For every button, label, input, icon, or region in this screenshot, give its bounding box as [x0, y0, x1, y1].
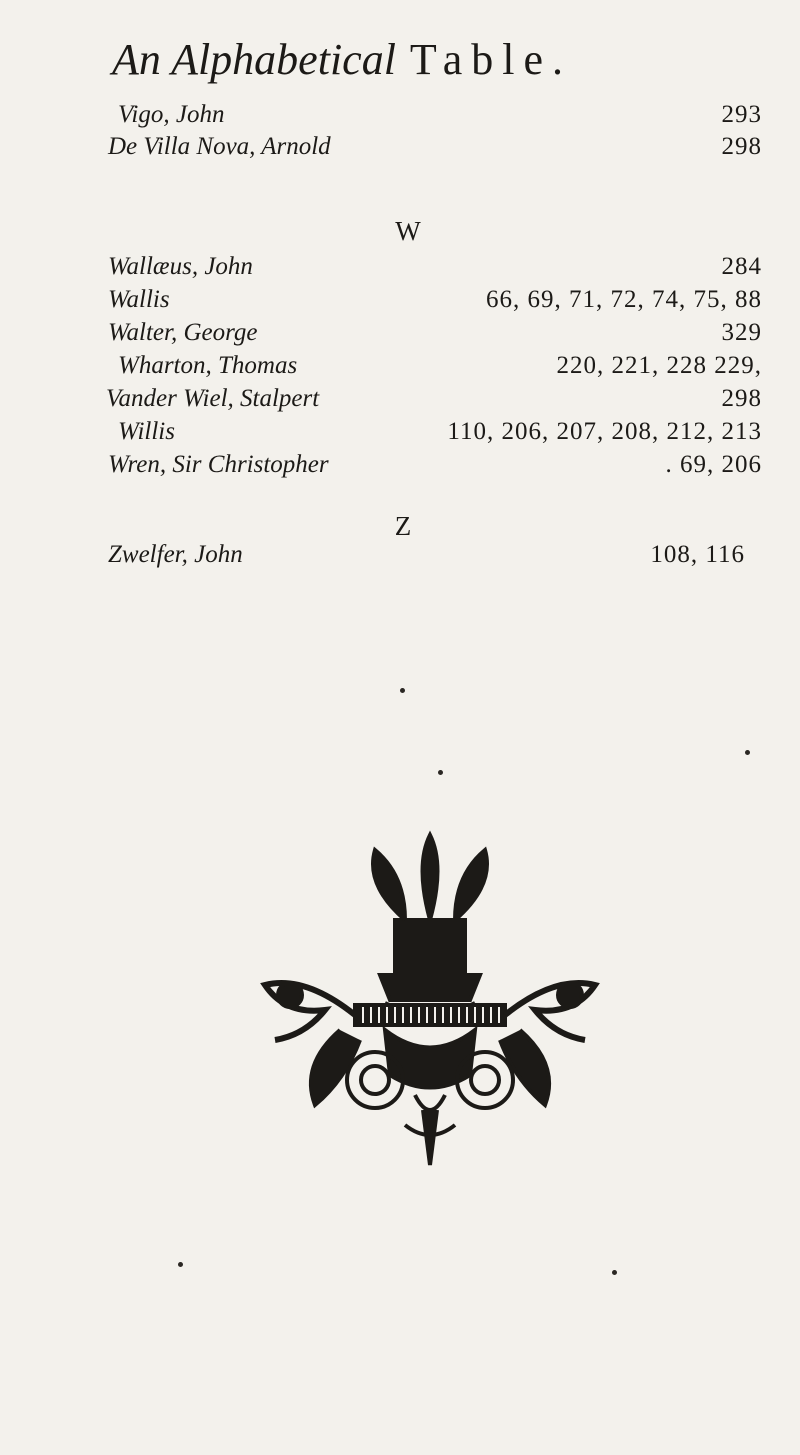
- ink-speck: [438, 770, 443, 775]
- entry-name: Zwelfer, John: [108, 541, 243, 568]
- page-title: [112, 35, 573, 84]
- entry-name: Walter, George: [108, 319, 258, 346]
- ink-speck: [612, 1270, 617, 1275]
- ink-speck: [745, 750, 750, 755]
- entry-pages: 110, 206, 207, 208, 212, 213: [447, 418, 762, 445]
- entry-name: Vigo, John: [118, 101, 225, 128]
- entry-pages: 298: [721, 133, 762, 160]
- index-entry: [0, 417, 800, 447]
- entry-pages: . 69, 206: [665, 451, 762, 478]
- section-letter-w: W: [395, 216, 421, 246]
- index-entry: [0, 252, 800, 282]
- entry-name: Wharton, Thomas: [118, 352, 298, 379]
- index-entry: [0, 351, 800, 381]
- entry-pages: 329: [721, 319, 762, 346]
- index-entry: [0, 384, 800, 414]
- index-entry: [0, 100, 800, 130]
- entry-name: Vander Wiel, Stalpert: [106, 385, 320, 412]
- index-entry: [0, 540, 800, 570]
- entry-pages: 66, 69, 71, 72, 74, 75, 88: [486, 286, 762, 313]
- index-entry: [0, 450, 800, 480]
- ink-speck: [178, 1262, 183, 1267]
- title-caps: Table.: [409, 35, 573, 84]
- entry-name: Willis: [118, 418, 175, 445]
- entry-name: Wallæus, John: [108, 253, 253, 280]
- entry-pages: 284: [721, 253, 762, 280]
- entry-pages: 220, 221, 228 229,: [556, 352, 762, 379]
- entry-name: Wren, Sir Christopher: [108, 451, 329, 478]
- entry-pages: 298: [721, 385, 762, 412]
- index-entry: [0, 285, 800, 315]
- index-entry: [0, 318, 800, 348]
- title-italic: An Alphabetical: [112, 35, 396, 84]
- entry-pages: 293: [721, 101, 762, 128]
- index-entry: [0, 132, 800, 162]
- section-letter-z: Z: [394, 511, 412, 541]
- tailpiece-ornament-icon: [245, 825, 615, 1195]
- entry-name: Wallis: [108, 286, 170, 313]
- entry-name: De Villa Nova, Arnold: [108, 133, 331, 160]
- ink-speck: [400, 688, 405, 693]
- entry-pages: 108, 116: [650, 541, 745, 568]
